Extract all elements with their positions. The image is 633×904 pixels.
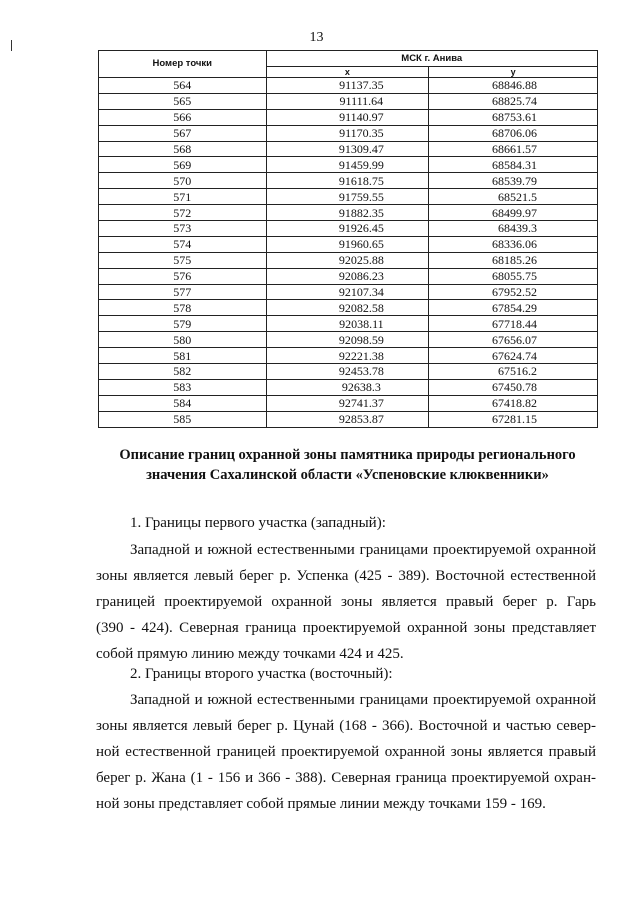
cell-y: 68584.31 xyxy=(429,157,598,173)
cell-point: 581 xyxy=(99,348,267,364)
cell-point: 571 xyxy=(99,189,267,205)
cell-point: 565 xyxy=(99,93,267,109)
cell-x: 91759.55 xyxy=(266,189,429,205)
section-heading xyxy=(100,445,595,485)
section1-line: границей проектируемой охранной зоны является правый берег р. Гарь xyxy=(96,594,596,610)
section1-title xyxy=(96,510,596,536)
cell-point: 568 xyxy=(99,141,267,157)
cell-x: 92853.87 xyxy=(266,411,429,427)
cell-y: 68825.74 xyxy=(429,93,598,109)
table-row xyxy=(99,316,598,332)
cell-y: 68336.06 xyxy=(429,236,598,252)
page-number: 13 xyxy=(309,30,324,45)
section2-body xyxy=(96,687,596,817)
section1-body xyxy=(96,537,596,667)
cell-y: 68539.79 xyxy=(429,173,598,189)
cell-x: 91459.99 xyxy=(266,157,429,173)
table-row xyxy=(99,205,598,221)
table-row xyxy=(99,252,598,268)
section1-line: (390 - 424). Северная граница проектируемой охранной зоны представляет xyxy=(96,620,596,636)
table-row xyxy=(99,379,598,395)
table-row xyxy=(99,189,598,205)
cell-x: 91960.65 xyxy=(266,236,429,252)
heading-line-2: значения Сахалинской области «Успеновские клюквенники» xyxy=(146,467,549,483)
cell-x: 92038.11 xyxy=(266,316,429,332)
cell-x: 92025.88 xyxy=(266,252,429,268)
cell-y: 68055.75 xyxy=(429,268,598,284)
table-row xyxy=(99,157,598,173)
table-row xyxy=(99,300,598,316)
cell-y: 68499.97 xyxy=(429,205,598,221)
table-row xyxy=(99,268,598,284)
section1-line: собой прямую линию между точками 424 и 425. xyxy=(96,646,404,662)
table-row xyxy=(99,284,598,300)
cell-y: 67952.52 xyxy=(429,284,598,300)
cell-y: 67854.29 xyxy=(429,300,598,316)
cell-x: 92086.23 xyxy=(266,268,429,284)
cell-point: 564 xyxy=(99,78,267,94)
cell-x: 92741.37 xyxy=(266,395,429,411)
cell-y: 67624.74 xyxy=(429,348,598,364)
cell-x: 91926.45 xyxy=(266,221,429,237)
coordinates-table xyxy=(98,50,598,428)
cell-y: 68439.3 xyxy=(429,221,598,237)
table-row xyxy=(99,173,598,189)
section1-line: зоны является левый берег р. Успенка (425 - 389). Восточной естественной xyxy=(96,568,596,584)
cell-y: 67281.15 xyxy=(429,411,598,427)
cell-point: 583 xyxy=(99,379,267,395)
header-x: x xyxy=(266,67,429,78)
header-y: y xyxy=(429,67,598,78)
cell-point: 577 xyxy=(99,284,267,300)
cell-point: 570 xyxy=(99,173,267,189)
cell-y: 67418.82 xyxy=(429,395,598,411)
section2-line: ной естественной границей проектируемой охранной зоны является правый xyxy=(96,744,596,760)
cell-point: 575 xyxy=(99,252,267,268)
header-point-number: Номер точки xyxy=(99,51,267,78)
cell-x: 92098.59 xyxy=(266,332,429,348)
cell-point: 572 xyxy=(99,205,267,221)
section2-line: берег р. Жана (1 - 156 и 366 - 388). Северная граница проектируемой охран- xyxy=(96,770,596,786)
cell-point: 576 xyxy=(99,268,267,284)
section2-title-text: 2. Границы второго участка (восточный): xyxy=(130,666,393,682)
cell-point: 578 xyxy=(99,300,267,316)
table-row xyxy=(99,348,598,364)
cell-x: 91140.97 xyxy=(266,109,429,125)
cell-x: 92453.78 xyxy=(266,364,429,380)
cell-y: 68846.88 xyxy=(429,78,598,94)
cell-x: 92221.38 xyxy=(266,348,429,364)
table-row xyxy=(99,411,598,427)
section2-title xyxy=(96,661,596,687)
cell-y: 68521.5 xyxy=(429,189,598,205)
cell-y: 68753.61 xyxy=(429,109,598,125)
cell-y: 67718.44 xyxy=(429,316,598,332)
cell-x: 91309.47 xyxy=(266,141,429,157)
cell-point: 580 xyxy=(99,332,267,348)
cell-point: 566 xyxy=(99,109,267,125)
cell-x: 91111.64 xyxy=(266,93,429,109)
cell-x: 91618.75 xyxy=(266,173,429,189)
cell-point: 582 xyxy=(99,364,267,380)
cell-point: 579 xyxy=(99,316,267,332)
section1-line: Западной и южной естественными границами проектируемой охранной xyxy=(130,542,596,558)
cell-y: 67450.78 xyxy=(429,379,598,395)
cell-y: 67656.07 xyxy=(429,332,598,348)
table-row xyxy=(99,332,598,348)
cell-point: 573 xyxy=(99,221,267,237)
cell-point: 584 xyxy=(99,395,267,411)
cell-y: 67516.2 xyxy=(429,364,598,380)
cell-x: 91137.35 xyxy=(266,78,429,94)
table-row xyxy=(99,125,598,141)
section2-line: ной зоны представляет собой прямые линии между точками 159 - 169. xyxy=(96,796,546,812)
table-row xyxy=(99,364,598,380)
section2-line: зоны является левый берег р. Цунай (168 - 366). Восточной и частью север- xyxy=(96,718,596,734)
table-row xyxy=(99,221,598,237)
cell-point: 569 xyxy=(99,157,267,173)
cell-x: 92082.58 xyxy=(266,300,429,316)
table-body xyxy=(99,78,598,428)
table-row xyxy=(99,109,598,125)
heading-line-1: Описание границ охранной зоны памятника природы регионального xyxy=(119,447,576,463)
cell-x: 91882.35 xyxy=(266,205,429,221)
cell-y: 68706.06 xyxy=(429,125,598,141)
cell-y: 68185.26 xyxy=(429,252,598,268)
section2-line: Западной и южной естественными границами проектируемой охранной xyxy=(130,692,596,708)
header-coordinate-system: МСК г. Анива xyxy=(266,51,597,67)
cell-x: 92107.34 xyxy=(266,284,429,300)
table-row xyxy=(99,395,598,411)
cell-x: 91170.35 xyxy=(266,125,429,141)
table-row xyxy=(99,236,598,252)
cell-x: 92638.3 xyxy=(266,379,429,395)
cell-y: 68661.57 xyxy=(429,141,598,157)
section1-title-text: 1. Границы первого участка (западный): xyxy=(130,515,386,531)
cell-point: 567 xyxy=(99,125,267,141)
table-row xyxy=(99,93,598,109)
table-row xyxy=(99,141,598,157)
cell-point: 574 xyxy=(99,236,267,252)
table-row xyxy=(99,78,598,94)
cell-point: 585 xyxy=(99,411,267,427)
